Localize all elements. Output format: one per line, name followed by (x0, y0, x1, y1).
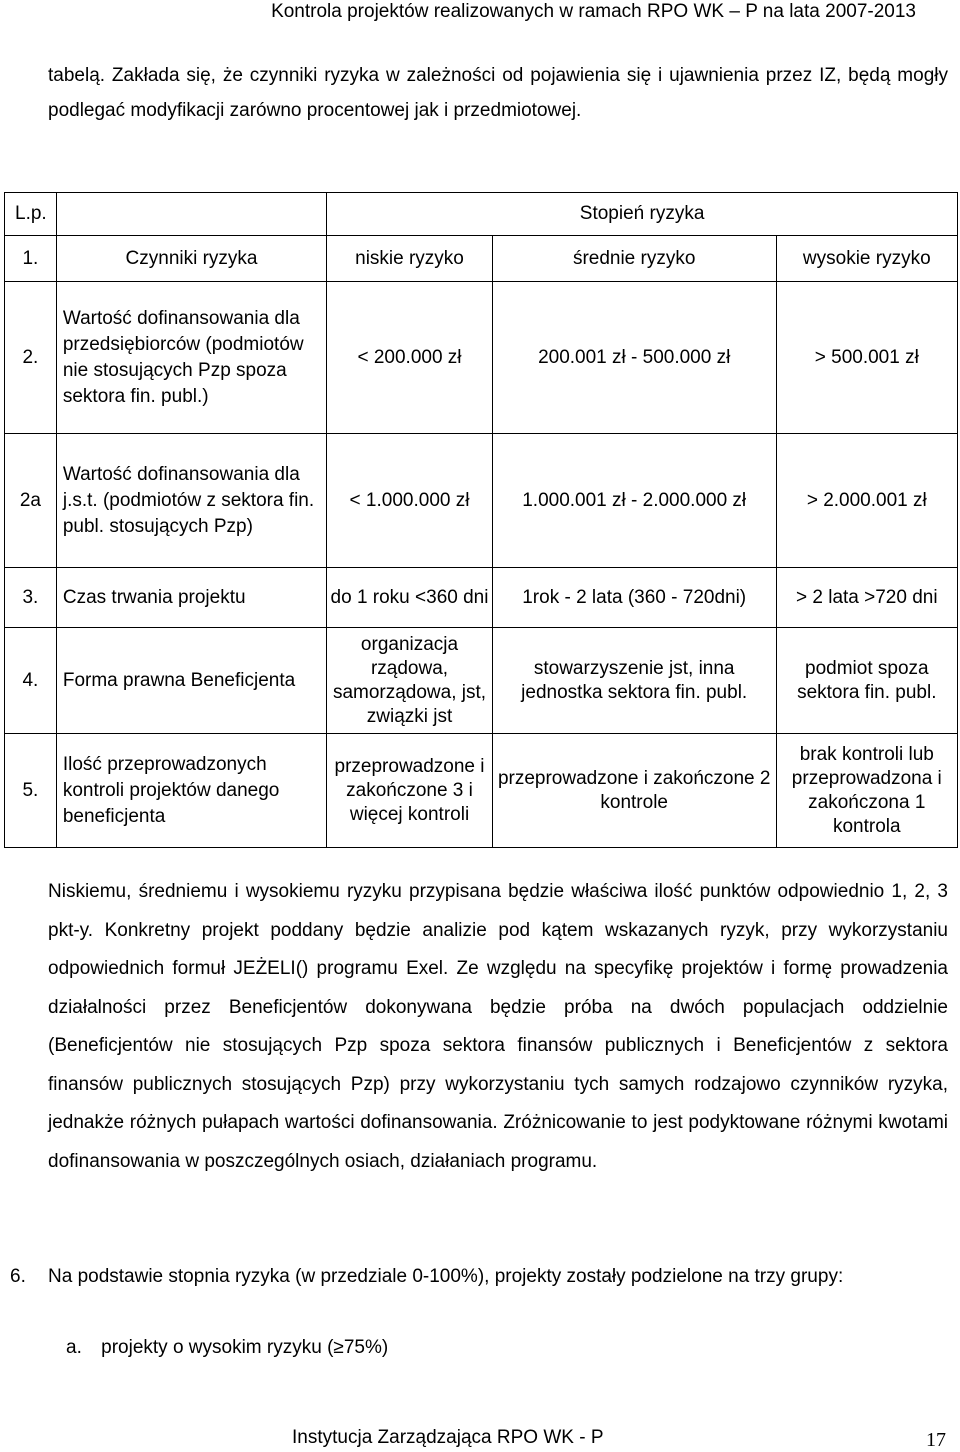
low-cell: organizacja rządowa, samorządowa, jst, związki jst (327, 628, 493, 734)
factor-cell: Ilość przeprowadzonych kontroli projektów danego beneficjenta (56, 734, 326, 848)
table-header-row (5, 193, 958, 236)
high-cell: > 2.000.001 zł (776, 434, 957, 568)
table-row (5, 434, 958, 568)
table-row (5, 568, 958, 628)
risk-table (4, 192, 958, 848)
lp-header: L.p. (5, 193, 57, 236)
lp-cell: 2a (5, 434, 57, 568)
low-header: niskie ryzyko (327, 236, 493, 282)
high-cell: podmiot spoza sektora fin. publ. (776, 628, 957, 734)
mid-cell: przeprowadzone i zakończone 2 kontrole (492, 734, 776, 848)
lp-cell: 3. (5, 568, 57, 628)
factor-header: Czynniki ryzyka (56, 236, 326, 282)
list-item (10, 1260, 948, 1294)
high-cell: > 2 lata >720 dni (776, 568, 957, 628)
mid-cell: 200.001 zł - 500.000 zł (492, 282, 776, 434)
lp-cell: 2. (5, 282, 57, 434)
intro-paragraph: tabelą. Zakłada się, że czynniki ryzyka w zależności od pojawienia się i ujawnienia przez IZ, będą mogły podlegać modyfikacji zarówno procentowej jak i przedmiotowej. (48, 65, 948, 121)
factor-cell: Czas trwania projektu (56, 568, 326, 628)
running-header: Kontrola projektów realizowanych w ramach RPO WK – P na lata 2007-2013 (271, 1, 916, 22)
factor-cell: Forma prawna Beneficjenta (56, 628, 326, 734)
table-row (5, 282, 958, 434)
high-cell: brak kontroli lub przeprowadzona i zakończona 1 kontrola (776, 734, 957, 848)
blank-header-cell (56, 193, 326, 236)
lp-cell: 5. (5, 734, 57, 848)
list-text: Na podstawie stopnia ryzyka (w przedziale 0-100%), projekty zostały podzielone na trzy grupy: (48, 1266, 844, 1287)
stopien-header: Stopień ryzyka (327, 193, 958, 236)
lp-cell: 1. (5, 236, 57, 282)
high-header: wysokie ryzyko (776, 236, 957, 282)
footer-text: Instytucja Zarządzająca RPO WK - P (292, 1427, 604, 1448)
low-cell: < 1.000.000 zł (327, 434, 493, 568)
list-number: 6. (10, 1266, 26, 1287)
table-row (5, 236, 958, 282)
sub-list-text: projekty o wysokim ryzyku (≥75%) (101, 1337, 389, 1358)
high-cell: > 500.001 zł (776, 282, 957, 434)
mid-header: średnie ryzyko (492, 236, 776, 282)
sub-list-label: a. (66, 1337, 82, 1358)
low-cell: < 200.000 zł (327, 282, 493, 434)
low-cell: przeprowadzone i zakończone 3 i więcej kontroli (327, 734, 493, 848)
factor-cell: Wartość dofinansowania dla j.s.t. (podmiotów z sektora fin. publ. stosujących Pzp) (56, 434, 326, 568)
factor-cell: Wartość dofinansowania dla przedsiębiorców (podmiotów nie stosujących Pzp spoza sektora fin. publ.) (56, 282, 326, 434)
page-number: 17 (926, 1429, 946, 1451)
body-paragraph: Niskiemu, średniemu i wysokiemu ryzyku przypisana będzie właściwa ilość punktów odpowiednio 1, 2, 3 pkt-y. Konkretny projekt poddany będzie analizie pod kątem wskazanych ryzyk, przy wykorzystaniu odpowiednich formuł JEŻELI() programu Exel. Ze względu na specyfikę projektów i formę prowadzenia działalności przez Beneficjentów dokonywana będzie próba na dwóch populacjach oddzielnie (Beneficjentów nie stosujących Pzp spoza sektora finansów publicznych i Beneficjentów z sektora finansów publicznych stosujących Pzp) przy wykorzystaniu tych samych rodzajowo czynników ryzyka, jednakże różnych pułapach wartości dofinansowania. Zróżnicowanie to jest podyktowane różnymi kwotami dofinansowania w poszczególnych osiach, działaniach programu. (48, 881, 948, 1172)
mid-cell: 1.000.001 zł - 2.000.000 zł (492, 434, 776, 568)
sub-list-item (66, 1336, 388, 1360)
table-row (5, 628, 958, 734)
table-row (5, 734, 958, 848)
mid-cell: stowarzyszenie jst, inna jednostka sektora fin. publ. (492, 628, 776, 734)
low-cell: do 1 roku <360 dni (327, 568, 493, 628)
mid-cell: 1rok - 2 lata (360 - 720dni) (492, 568, 776, 628)
lp-cell: 4. (5, 628, 57, 734)
